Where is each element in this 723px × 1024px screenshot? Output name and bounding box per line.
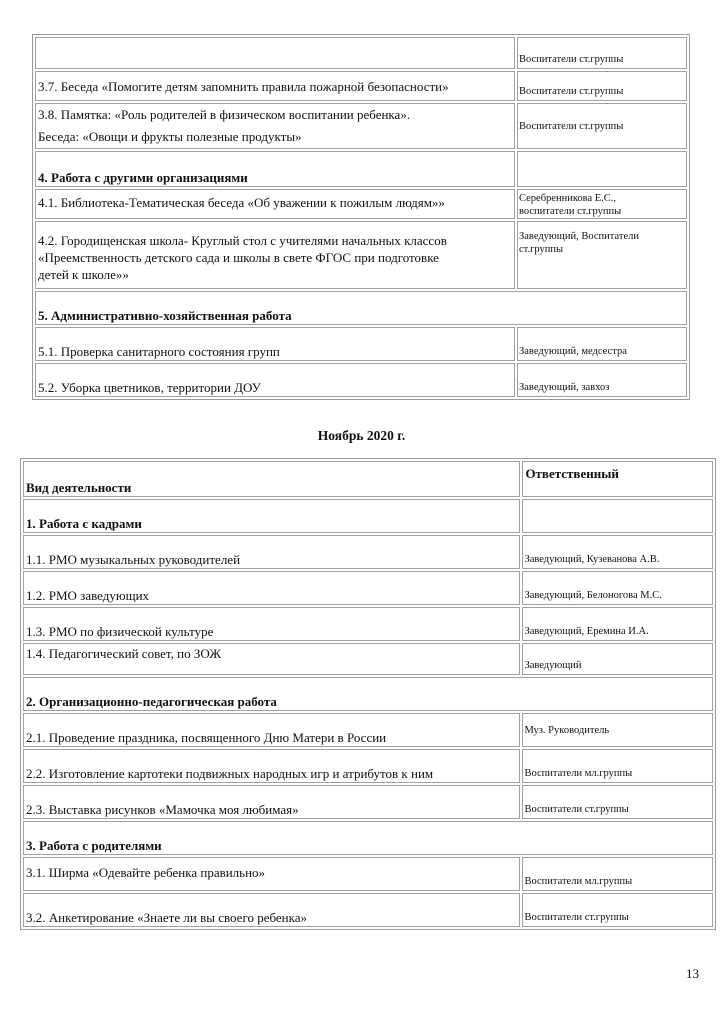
responsible-cell: Муз. Руководитель bbox=[522, 713, 713, 747]
activity-cell: 2.3. Выставка рисунков «Мамочка моя любимая» bbox=[23, 785, 520, 819]
responsible-line: ст.группы bbox=[519, 244, 564, 255]
section-title: 1. Работа с кадрами bbox=[23, 499, 520, 533]
table-row bbox=[23, 571, 713, 605]
section-row bbox=[23, 677, 713, 711]
section-title: 2. Организационно-педагогическая работа bbox=[23, 677, 713, 711]
plan-table-continued bbox=[32, 34, 690, 400]
section-row bbox=[35, 291, 687, 325]
activity-line: «Преемственность детского сада и школы в свете ФГОС при подготовке bbox=[38, 250, 439, 265]
responsible-cell: Воспитатели ст.группы bbox=[517, 103, 687, 149]
empty-cell bbox=[517, 151, 687, 187]
table-row bbox=[35, 327, 687, 361]
section-title: 3. Работа с родителями bbox=[23, 821, 713, 855]
empty-cell bbox=[522, 499, 713, 533]
responsible-cell: Заведующий, Белоногова М.С. bbox=[522, 571, 713, 605]
november-plan-table bbox=[20, 458, 716, 930]
responsible-cell: Заведующий, Кузеванова А.В. bbox=[522, 535, 713, 569]
section-title: 4. Работа с другими организациями bbox=[35, 151, 515, 187]
activity-cell: 1.1. РМО музыкальных руководителей bbox=[23, 535, 520, 569]
section-row bbox=[23, 499, 713, 533]
responsible-cell: Воспитатели ст.группы bbox=[517, 71, 687, 101]
responsible-line: Заведующий, Воспитатели bbox=[519, 231, 639, 242]
month-title: Ноябрь 2020 г. bbox=[317, 428, 406, 443]
table-row bbox=[23, 857, 713, 891]
table-row bbox=[23, 785, 713, 819]
table-row bbox=[23, 713, 713, 747]
responsible-cell: Воспитатели ст.группы bbox=[517, 37, 687, 69]
activity-cell bbox=[35, 221, 515, 289]
responsible-cell: Заведующий bbox=[522, 643, 713, 675]
activity-cell: 5.2. Уборка цветников, территории ДОУ bbox=[35, 363, 515, 397]
table-row bbox=[23, 893, 713, 927]
responsible-cell bbox=[517, 221, 687, 289]
responsible-cell: Заведующий, завхоз bbox=[517, 363, 687, 397]
page-number: 13 bbox=[686, 966, 699, 981]
activity-cell: 1.3. РМО по физической культуре bbox=[23, 607, 520, 641]
activity-cell: 3.7. Беседа «Помогите детям запомнить правила пожарной безопасности» bbox=[35, 71, 515, 101]
activity-cell: 3.1. Ширма «Одевайте ребенка правильно» bbox=[23, 857, 520, 891]
section-title: 5. Административно-хозяйственная работа bbox=[35, 291, 687, 325]
activity-cell: 2.2. Изготовление картотеки подвижных народных игр и атрибутов к ним bbox=[23, 749, 520, 783]
table-row bbox=[35, 189, 687, 219]
activity-line: 3.8. Памятка: «Роль родителей в физическом воспитании ребенка». bbox=[38, 107, 411, 122]
table-row bbox=[23, 535, 713, 569]
header-responsible: Ответственный bbox=[522, 461, 713, 497]
table-row bbox=[23, 643, 713, 675]
activity-cell: 1.4. Педагогический совет, по ЗОЖ bbox=[23, 643, 520, 675]
activity-line: детей к школе»» bbox=[38, 267, 129, 282]
table-row bbox=[35, 363, 687, 397]
responsible-line: воспитатели ст.группы bbox=[519, 206, 622, 217]
activity-cell bbox=[35, 103, 515, 149]
table-row bbox=[23, 749, 713, 783]
table-row bbox=[35, 103, 687, 149]
table-row bbox=[35, 221, 687, 289]
activity-cell bbox=[35, 37, 515, 69]
activity-line: Беседа: «Овощи и фрукты полезные продукты» bbox=[38, 129, 302, 144]
responsible-cell: Воспитатели мл.группы bbox=[522, 749, 713, 783]
table-row bbox=[23, 607, 713, 641]
activity-line: 4.2. Городищенская школа- Круглый стол с учителями начальных классов bbox=[38, 233, 447, 248]
activity-cell: 5.1. Проверка санитарного состояния групп bbox=[35, 327, 515, 361]
activity-cell: 3.2. Анкетирование «Знаете ли вы своего ребенка» bbox=[23, 893, 520, 927]
table-row bbox=[35, 37, 687, 69]
responsible-cell: Воспитатели мл.группы bbox=[522, 857, 713, 891]
table-row bbox=[35, 71, 687, 101]
section-row bbox=[23, 821, 713, 855]
responsible-cell: Воспитатели ст.группы bbox=[522, 893, 713, 927]
activity-cell: 1.2. РМО заведующих bbox=[23, 571, 520, 605]
responsible-cell: Заведующий, Еремина И.А. bbox=[522, 607, 713, 641]
section-row bbox=[35, 151, 687, 187]
responsible-cell: Заведующий, медсестра bbox=[517, 327, 687, 361]
header-row bbox=[23, 461, 713, 497]
header-activity: Вид деятельности bbox=[23, 461, 520, 497]
responsible-cell: Воспитатели ст.группы bbox=[522, 785, 713, 819]
activity-cell: 2.1. Проведение праздника, посвященного Дню Матери в России bbox=[23, 713, 520, 747]
responsible-cell bbox=[517, 189, 687, 219]
activity-cell: 4.1. Библиотека-Тематическая беседа «Об уважении к пожилым людям»» bbox=[35, 189, 515, 219]
responsible-line: Серебренникова Е.С., bbox=[519, 193, 617, 204]
